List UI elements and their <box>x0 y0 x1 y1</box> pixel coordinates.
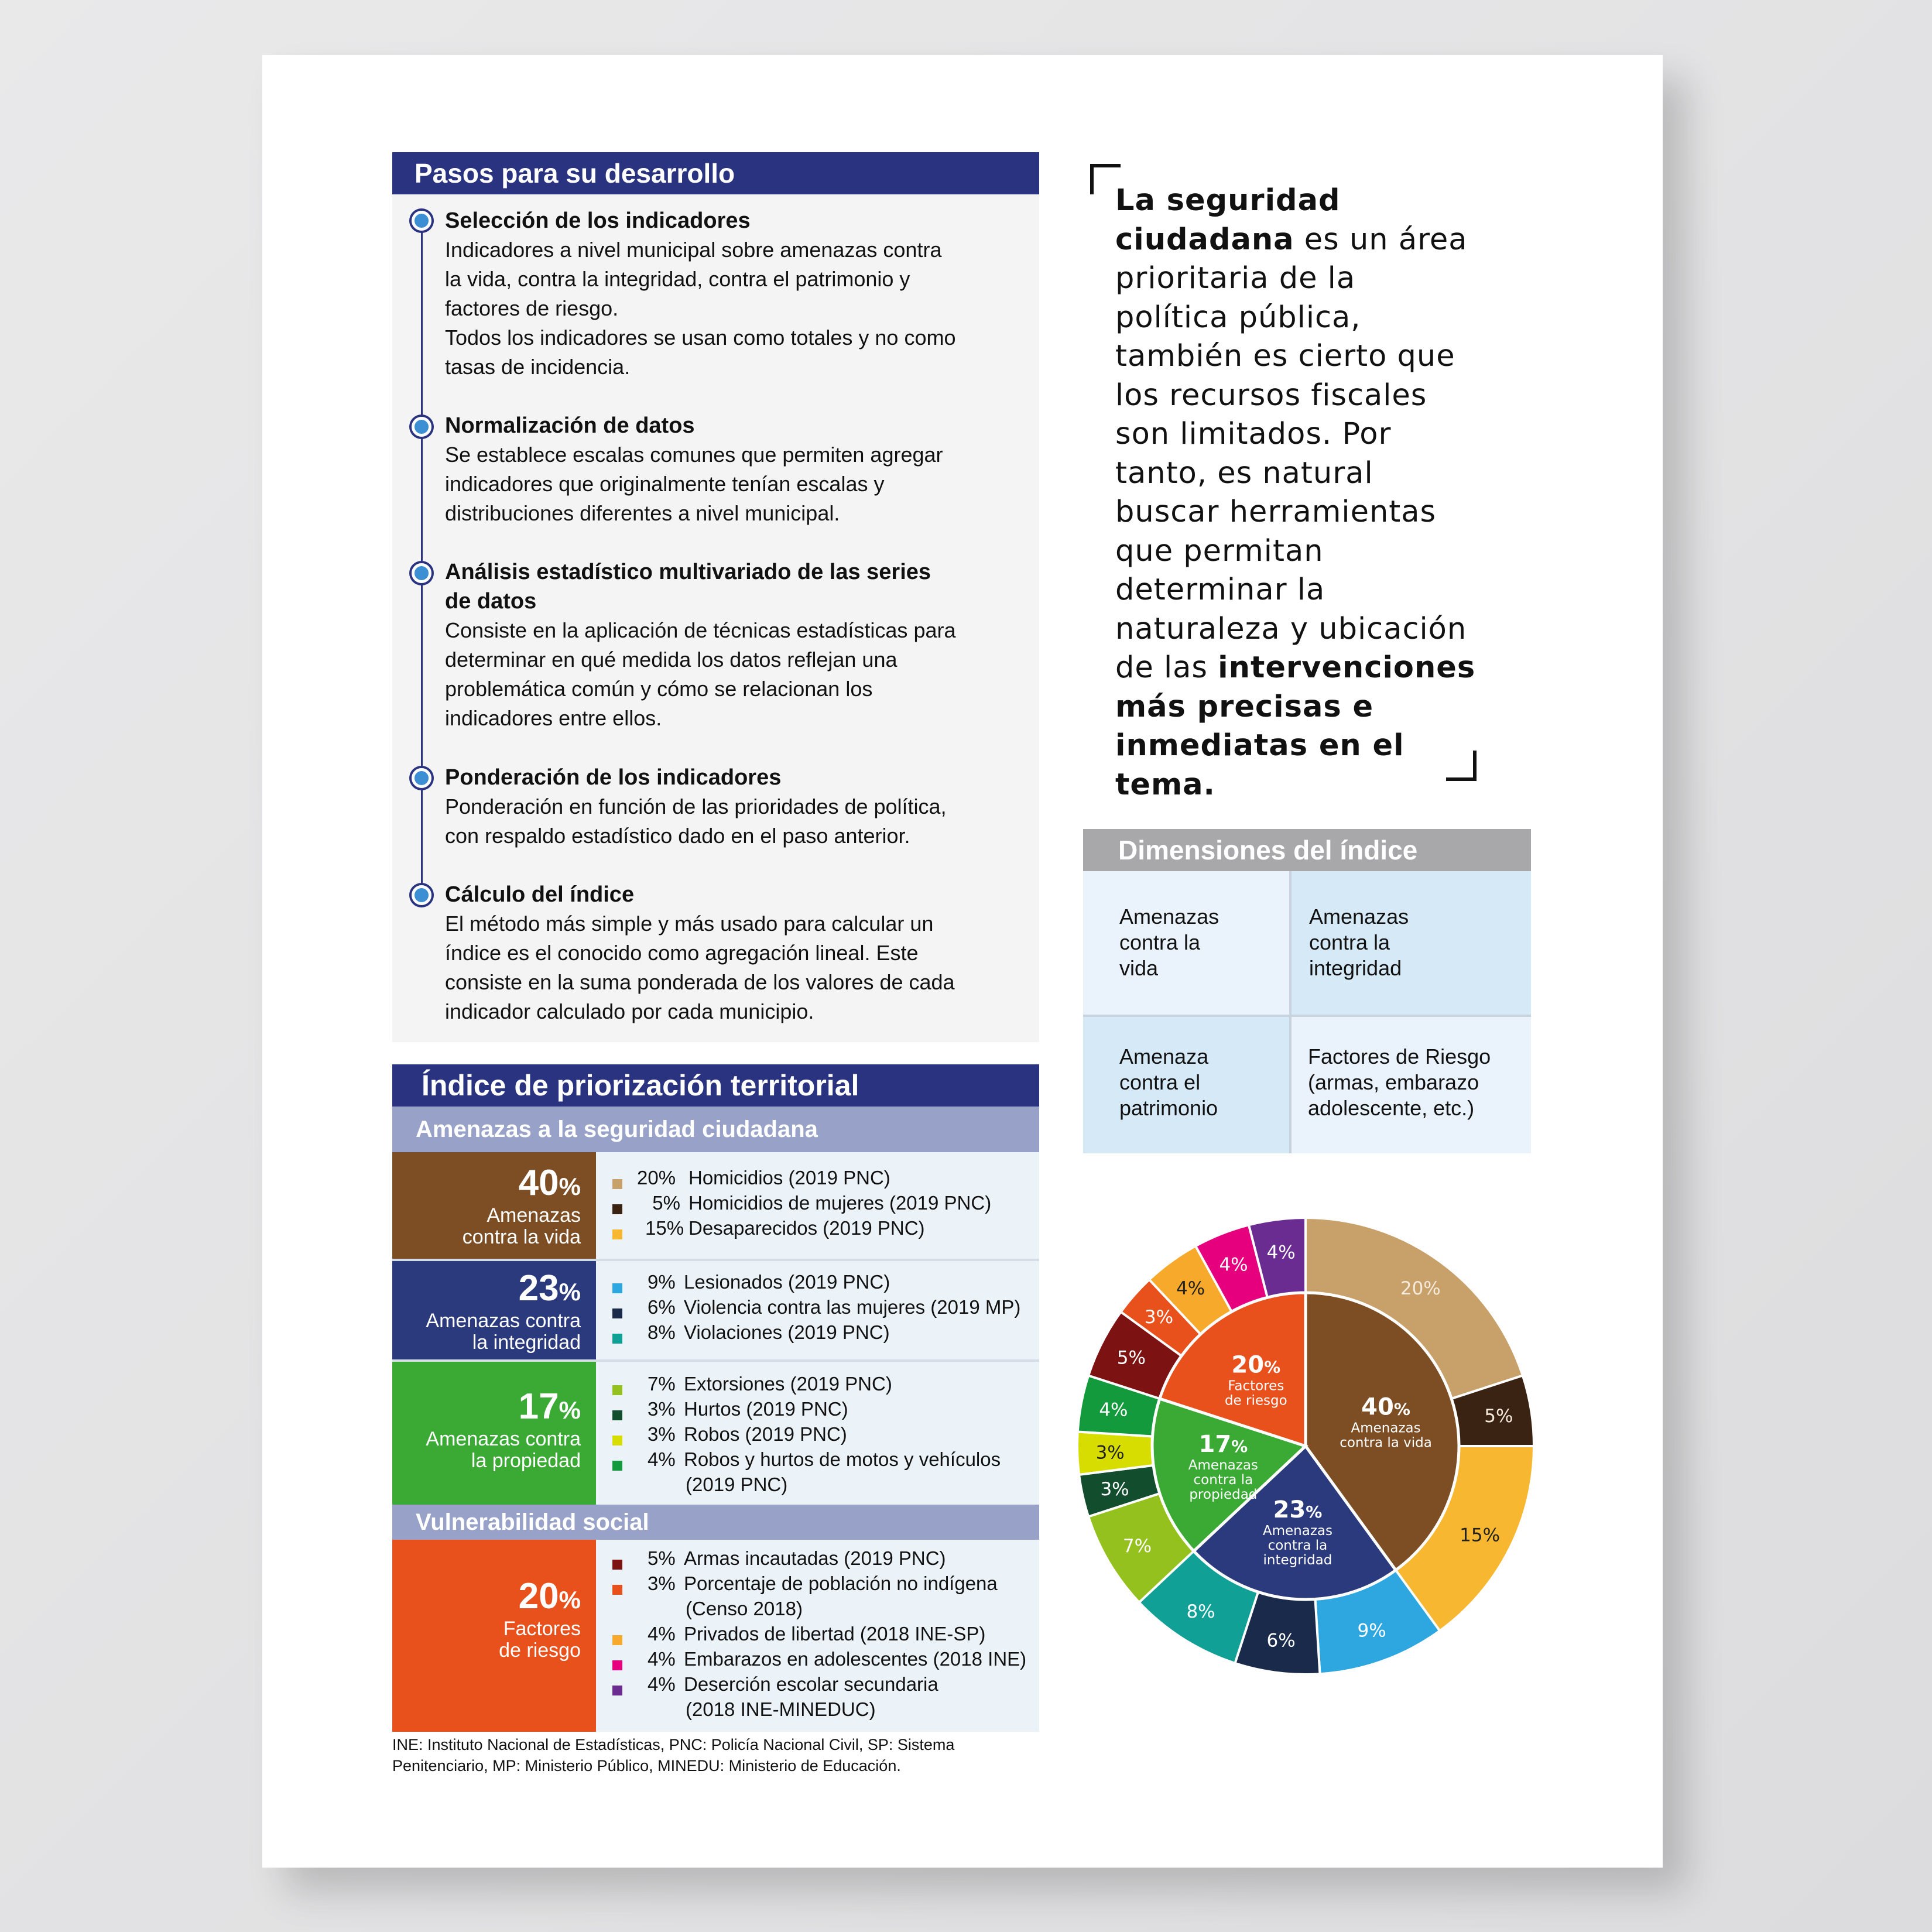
footnote: INE: Instituto Nacional de Estadísticas, PNC: Policía Nacional Civil, SP: Sistema Penitenciario, MP: Ministerio Público, MINEDU: Ministerio de Educación. <box>392 1736 955 1775</box>
step-description: Consiste en la aplicación de técnicas estadísticas para determinar en qué medida los datos reflejan una problemática común y cómo se relacionan los indicadores entre ellos. <box>445 618 956 730</box>
list-item: 7% Extorsiones (2019 PNC) <box>648 1373 892 1395</box>
list-item: 4% Embarazos en adolescentes (2018 INE) <box>648 1648 1027 1670</box>
category-label: Amenazas contra la vida <box>462 1204 581 1248</box>
step-4 <box>445 763 1025 851</box>
list-item: 6% Violencia contra las mujeres (2019 MP) <box>648 1296 1021 1318</box>
slice-label: 5% <box>1484 1405 1513 1427</box>
indicator-list <box>596 1540 1039 1732</box>
inner-slice-percent: 40% <box>1361 1393 1410 1421</box>
legend-swatch <box>612 1334 622 1344</box>
list-item: 3% Robos (2019 PNC) <box>648 1423 847 1445</box>
indicator-list <box>596 1362 1039 1505</box>
indicator-list <box>596 1152 1039 1259</box>
slice-label: 20% <box>1400 1277 1441 1299</box>
legend-swatch <box>612 1385 622 1395</box>
step-description: Ponderación en función de las prioridades de política, con respaldo estadístico dado en el paso anterior. <box>445 794 947 848</box>
dimensions-title: Dimensiones del índice <box>1083 829 1531 871</box>
slice-label: 3% <box>1100 1478 1129 1500</box>
inner-slice-label: Amenazas <box>1188 1457 1258 1473</box>
step-title: Cálculo del índice <box>445 882 635 907</box>
sunburst-chart <box>1071 1206 1540 1674</box>
slice-label: 4% <box>1266 1242 1296 1263</box>
pull-quote: La seguridad ciudadana es un área prioritaria de la política pública, también es cierto que los recursos fiscales son limitados. Por tanto, es natural buscar herramientas que permitan determinar la naturaleza y ubicación de las intervenciones más precisas e inmediatas en el tema. <box>1115 183 1476 802</box>
timeline-dot-icon <box>412 563 431 583</box>
step-2 <box>445 411 1025 528</box>
slice-label: 3% <box>1095 1442 1125 1464</box>
inner-slice-label: integridad <box>1263 1552 1332 1568</box>
indicator-list <box>596 1261 1039 1359</box>
section-header: Amenazas a la seguridad ciudadana <box>392 1107 1039 1152</box>
list-item: 3% Hurtos (2019 PNC) <box>648 1398 848 1420</box>
legend-swatch <box>612 1436 622 1445</box>
legend-swatch <box>612 1179 622 1189</box>
legend-swatch <box>612 1461 622 1471</box>
list-item: 5% Homicidios de mujeres (2019 PNC) <box>652 1192 992 1214</box>
step-title: Normalización de datos <box>445 413 695 438</box>
step-3 <box>445 557 1025 733</box>
timeline-dot-icon <box>412 768 431 788</box>
legend-swatch <box>612 1229 622 1239</box>
list-item: 20% Homicidios (2019 PNC) <box>637 1167 890 1188</box>
step-description: El método más simple y más usado para calcular un índice es el conocido como agregación lineal. Este consiste en la suma ponderada de los valores de cada indicador calculado por cada municipio. <box>445 912 955 1023</box>
dimension-cell: Factores de Riesgo (armas, embarazo adolescente, etc.) <box>1292 1017 1531 1153</box>
list-item: 5% Armas incautadas (2019 PNC) <box>648 1547 946 1569</box>
inner-slice-percent: 17% <box>1198 1430 1248 1458</box>
inner-slice-label: contra la vida <box>1340 1435 1432 1451</box>
legend-swatch <box>612 1686 622 1695</box>
inner-slice-label: contra la <box>1268 1537 1328 1553</box>
slice-label: 9% <box>1357 1620 1386 1642</box>
legend-swatch <box>612 1635 622 1645</box>
dimension-cell: Amenazas contra la integridad <box>1292 871 1531 1015</box>
list-item: 4% Robos y hurtos de motos y vehículos <box>648 1448 1001 1470</box>
step-title: Análisis estadístico multivariado de las series de datos <box>445 560 931 614</box>
step-description: Indicadores a nivel municipal sobre amenazas contra la vida, contra la integridad, contra el patrimonio y factores de riesgo. Todos los indicadores se usan como totales y no como tasas de incidencia. <box>445 238 956 379</box>
dimension-cell: Amenazas contra la vida <box>1083 871 1289 1015</box>
category-box: 20% Factores de riesgo <box>392 1540 596 1732</box>
inner-slice-label: Amenazas <box>1351 1420 1421 1436</box>
timeline-line <box>421 220 423 895</box>
list-item: 9% Lesionados (2019 PNC) <box>648 1271 890 1293</box>
legend-swatch <box>612 1560 622 1570</box>
list-item: 15% Desaparecidos (2019 PNC) <box>645 1217 925 1239</box>
slice-label: 4% <box>1219 1254 1248 1276</box>
list-item-continuation: (Censo 2018) <box>686 1598 803 1619</box>
category-label: Amenazas contra la propiedad <box>426 1428 581 1472</box>
slice-label: 3% <box>1144 1307 1174 1328</box>
inner-slice-label: Amenazas <box>1262 1523 1333 1539</box>
list-item: 4% Privados de libertad (2018 INE-SP) <box>648 1623 986 1645</box>
slice-label: 4% <box>1176 1277 1205 1299</box>
legend-swatch <box>612 1410 622 1420</box>
inner-slice-label: de riesgo <box>1224 1393 1287 1409</box>
timeline-dot-icon <box>412 885 431 905</box>
inner-slice-percent: 20% <box>1231 1351 1281 1379</box>
step-1 <box>445 206 1025 382</box>
inner-slice-label: contra la <box>1193 1472 1253 1488</box>
legend-swatch <box>612 1283 622 1293</box>
step-title: Selección de los indicadores <box>445 208 751 233</box>
legend-swatch <box>612 1660 622 1670</box>
list-item: 3% Porcentaje de población no indígena <box>648 1573 998 1594</box>
category-box: 17% Amenazas contra la propiedad <box>392 1362 596 1505</box>
category-label: Amenazas contra la integridad <box>426 1310 581 1354</box>
category-box: 40% Amenazas contra la vida <box>392 1152 596 1259</box>
inner-slice-percent: 23% <box>1273 1496 1323 1523</box>
step-5 <box>445 880 1025 1026</box>
step-description: Se establece escalas comunes que permiten agregar indicadores que originalmente tenían escalas y distribuciones diferentes a nivel municipal. <box>445 443 943 525</box>
slice-label: 5% <box>1116 1347 1146 1369</box>
legend-swatch <box>612 1585 622 1595</box>
dimension-cell: Amenaza contra el patrimonio <box>1083 1017 1289 1153</box>
list-item-continuation: (2018 INE-MINEDUC) <box>686 1698 876 1720</box>
slice-label: 7% <box>1122 1536 1152 1557</box>
divider <box>1083 1015 1531 1017</box>
timeline-dot-icon <box>412 211 431 231</box>
slice-label: 6% <box>1266 1630 1296 1652</box>
index-title: Índice de priorización territorial <box>392 1064 1039 1107</box>
list-item-continuation: (2019 PNC) <box>686 1474 788 1495</box>
section-header: Vulnerabilidad social <box>392 1505 1039 1540</box>
steps-title: Pasos para su desarrollo <box>392 152 1039 194</box>
category-label: Factores de riesgo <box>499 1618 581 1662</box>
timeline-dot-icon <box>412 417 431 437</box>
legend-swatch <box>612 1308 622 1318</box>
slice-label: 8% <box>1186 1601 1215 1623</box>
list-item: 8% Violaciones (2019 PNC) <box>648 1321 890 1343</box>
inner-slice-label: propiedad <box>1189 1486 1258 1502</box>
category-box: 23% Amenazas contra la integridad <box>392 1261 596 1359</box>
slice-label: 4% <box>1099 1399 1128 1421</box>
slice-label: 15% <box>1460 1525 1501 1546</box>
inner-slice-label: Factores <box>1228 1378 1284 1394</box>
step-title: Ponderación de los indicadores <box>445 765 782 790</box>
list-item: 4% Deserción escolar secundaria <box>648 1673 938 1695</box>
legend-swatch <box>612 1204 622 1214</box>
divider <box>1289 871 1292 1153</box>
